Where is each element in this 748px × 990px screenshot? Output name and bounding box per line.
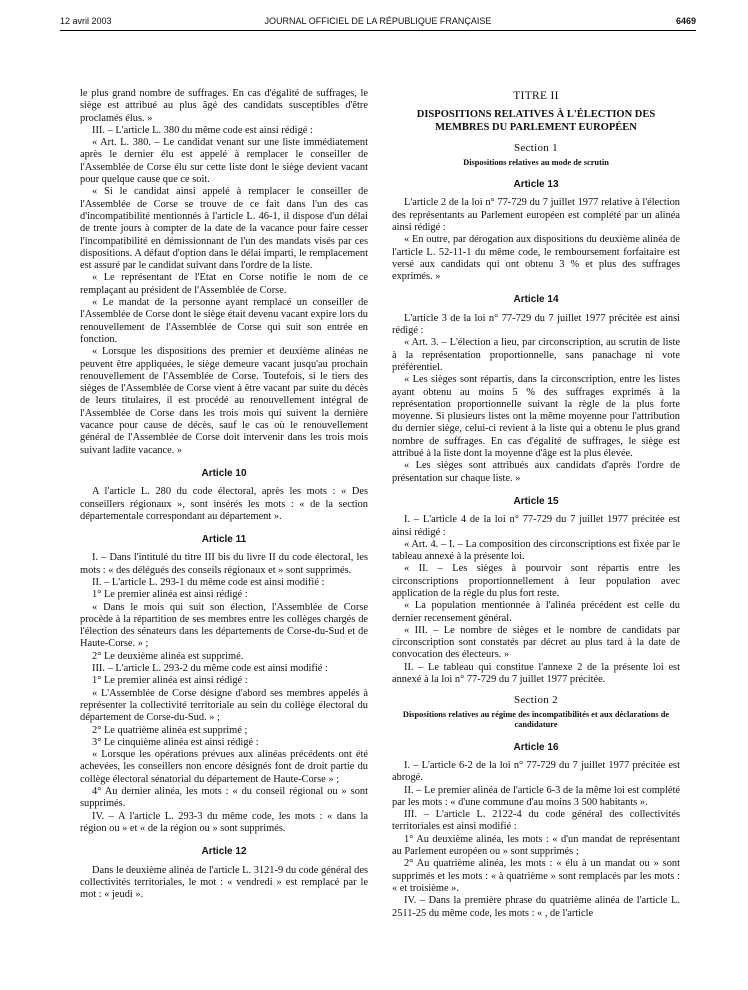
section-subheading: Dispositions relatives au mode de scrutin (463, 157, 609, 167)
article-heading: Article 13 (513, 179, 559, 191)
paragraph: IV. – A l'article L. 293-3 du même code, les mots : « dans la région ou » et « de la région ou » sont supprimés. (80, 810, 368, 834)
paragraph: « Dans le mois qui suit son élection, l'Assemblée de Corse procède à la répartition de ses membres entre les collèges chargés de l'élection des sénateurs dans les départements de Corse-du-Sud et de Haute-Corse. » ; (80, 601, 368, 650)
paragraph: I. – L'article 4 de la loi n° 77-729 du 7 juillet 1977 précitée est ainsi rédigé : (392, 514, 680, 538)
article-heading: Article 15 (513, 495, 559, 507)
paragraph: I. – Dans l'intitulé du titre III bis du livre II du code électoral, les mots : « des délégués des conseils régionaux et » sont supprimés. (80, 552, 368, 576)
article-heading: Article 16 (513, 741, 559, 753)
paragraph: 1° Au deuxième alinéa, les mots : « d'un mandat de représentant au Parlement européen ou » sont supprimés ; (392, 833, 680, 858)
header-date: 12 avril 2003 (60, 16, 112, 26)
paragraph: III. – L'article L. 2122-4 du code général des collectivités territoriales est ainsi modifié : (392, 809, 680, 833)
section-heading: Section 1 (514, 142, 558, 155)
paragraph: le plus grand nombre de suffrages. En cas d'égalité de suffrages, le siège est attribué au plus âgé des candidats susceptibles d'être proclamés élus. » (80, 88, 368, 124)
paragraph: IV. – Dans la première phrase du quatrième alinéa de l'article L. 2511-25 du même code, les mots : « , de l'article (392, 895, 680, 919)
paragraph: 1° Le premier alinéa est ainsi rédigé : (92, 675, 248, 687)
paragraph: « Lorsque les dispositions des premier et deuxième alinéas ne peuvent être appliquées, le siège demeure vacant jusqu'au prochain renouvellement de l'Assemblée de Corse. Toutefois, si le tiers des sièges de l'Assemblée de Corse vient à être vacant par suite du décès de leurs titulaires, il est procédé au renouvellement intégral de l'Assemblée de Corse dans les trois mois qui suivent la dernière vacance pour cause de décès, sauf le cas où le renouvellement général de l'Assemblée de Corse doit intervenir dans les trois mois suivant ladite vacance. » (80, 346, 368, 456)
paragraph: II. – Le premier alinéa de l'article 6-3 de la même loi est complété par les mots : « d'une commune d'au moins 3 500 habitants ». (392, 784, 680, 808)
paragraph: « Le mandat de la personne ayant remplacé un conseiller de l'Assemblée de Corse dont le siège était devenu vacant expire lors du renouvellement de l'Assemblée de Corse qui suit son entrée en fonction. (80, 297, 368, 345)
article-heading: Article 11 (201, 534, 247, 546)
section-subheading: Dispositions relatives au régime des incompatibilités et aux déclarations de candidature (402, 709, 670, 730)
paragraph: Dans le deuxième alinéa de l'article L. 3121-9 du code général des collectivités territoriales, le mot : « vendredi » est remplacé par le mot : « jeudi ». (80, 864, 368, 901)
article-heading: Article 10 (201, 467, 247, 479)
paragraph: 4° Au dernier alinéa, les mots : « du conseil régional ou » sont supprimés. (80, 786, 368, 810)
paragraph: 2° Le deuxième alinéa est supprimé. (92, 650, 244, 662)
paragraph: 2° Au quatrième alinéa, les mots : « élu à un mandat ou » sont supprimés et les mots : « à quatrième » sont remplacés par les mots : « et troisième ». (392, 858, 680, 894)
titre-heading: TITRE II (513, 90, 559, 102)
paragraph: III. – L'article L. 293-2 du même code est ainsi modifié : (92, 663, 328, 675)
paragraph: II. – L'article L. 293-1 du même code est ainsi modifié : (92, 576, 325, 588)
paragraph: « La population mentionnée à l'alinéa précédent est celle du dernier recensement général. (392, 600, 680, 624)
paragraph: 1° Le premier alinéa est ainsi rédigé : (92, 589, 248, 601)
paragraph: « Le représentant de l'Etat en Corse notifie le nom de ce remplaçant au président de l'Assemblée de Corse. (80, 272, 368, 296)
paragraph: « Lorsque les opérations prévues aux alinéas précédents ont été achevées, les conseillers non encore désignés font de droit partie du collège électoral sénatorial du département de Haute-Corse » ; (80, 749, 368, 785)
paragraph: « Art. L. 380. – Le candidat venant sur une liste immédiatement après le dernier élu est appelé à remplacer le conseiller de l'Assemblée de Corse élu sur cette liste dont le siège devient vacant pour quelque cause que ce soit. (80, 137, 368, 186)
paragraph: « Si le candidat ainsi appelé à remplacer le conseiller de l'Assemblée de Corse se trouve de ce fait dans l'un des cas d'incompatibilité mentionnés à l'article L. 46-1, il dispose d'un délai de trente jours à compter de la date de la vacance pour faire cesser l'incompatibilité en démissionnant de l'un des mandats visés par ces dispositions. A défaut d'option dans le délai imparti, le remplacement est assuré par le candidat suivant dans l'ordre de la liste. (80, 186, 368, 272)
paragraph: « Art. 3. – L'élection a lieu, par circonscription, au scrutin de liste à la représentation proportionnelle, sans panachage ni vote préférentiel. (392, 337, 680, 373)
paragraph: A l'article L. 280 du code électoral, après les mots : « Des conseillers régionaux », sont insérés les mots : « de la section départementale correspondant au département ». (80, 486, 368, 522)
paragraph: « II. – Les sièges à pourvoir sont répartis entre les circonscriptions proportionnellement à leur population avec application de la règle du plus fort reste. (392, 563, 680, 599)
paragraph: « L'Assemblée de Corse désigne d'abord ses membres appelés à représenter la collectivité territoriale au sein du collège électoral du département de Corse-du-Sud. » ; (80, 687, 368, 724)
paragraph: « III. – Le nombre de sièges et le nombre de candidats par circonscription sont constatés par décret au plus tard à la date de convocation des électeurs. » (392, 624, 680, 661)
paragraph: L'article 3 de la loi n° 77-729 du 7 juillet 1977 précitée est ainsi rédigé : (392, 312, 680, 337)
right-column (392, 88, 680, 920)
paragraph: « Les sièges sont attribués aux candidats d'après l'ordre de présentation sur chaque liste. » (392, 460, 680, 484)
paragraph: L'article 2 de la loi n° 77-729 du 7 juillet 1977 relative à l'élection des représentants au Parlement européen est complété par un alinéa ainsi rédigé : (392, 197, 680, 233)
article-heading: Article 14 (513, 294, 559, 306)
left-column (80, 88, 368, 901)
paragraph: « Les sièges sont répartis, dans la circonscription, entre les listes ayant obtenu au moins 5 % des suffrages exprimés à la représentation proportionnelle suivant la règle de la plus forte moyenne. Si plusieurs listes ont la même moyenne pour l'attribution du dernier siège, celui-ci revient à la liste qui a obtenu le plus grand nombre de suffrages. En cas d'égalité de suffrages, le siège est attribué à la liste dont la moyenne d'âge est la plus élevée. (392, 374, 680, 460)
titre-subheading: DISPOSITIONS RELATIVES À L'ÉLECTION DES MEMBRES DU PARLEMENT EUROPÉEN (416, 109, 656, 134)
page-header (60, 14, 696, 31)
article-heading: Article 12 (201, 846, 247, 858)
paragraph: 2° Le quatrième alinéa est supprimé ; (92, 724, 248, 736)
paragraph: I. – L'article 6-2 de la loi n° 77-729 du 7 juillet 1977 précitée est abrogé. (392, 759, 680, 784)
paragraph: « Art. 4. – I. – La composition des circonscriptions est fixée par le tableau annexé à la présente loi. (392, 538, 680, 563)
journal-title: JOURNAL OFFICIEL DE LA RÉPUBLIQUE FRANÇAISE (264, 16, 492, 26)
paragraph: III. – L'article L. 380 du même code est ainsi rédigé : (92, 124, 313, 136)
paragraph: « En outre, par dérogation aux dispositions du deuxième alinéa de l'article L. 52-11-1 du même code, le remboursement forfaitaire est versé aux candidats qui ont obtenu 3 % et plus des suffrages exprimés. » (392, 234, 680, 283)
paragraph: II. – Le tableau qui constitue l'annexe 2 de la présente loi est annexé à la loi n° 77-729 du 7 juillet 1977 précitée. (392, 661, 680, 686)
page-number: 6469 (675, 16, 696, 26)
paragraph: 3° Le cinquième alinéa est ainsi rédigé : (92, 736, 259, 748)
section-heading: Section 2 (514, 694, 558, 707)
